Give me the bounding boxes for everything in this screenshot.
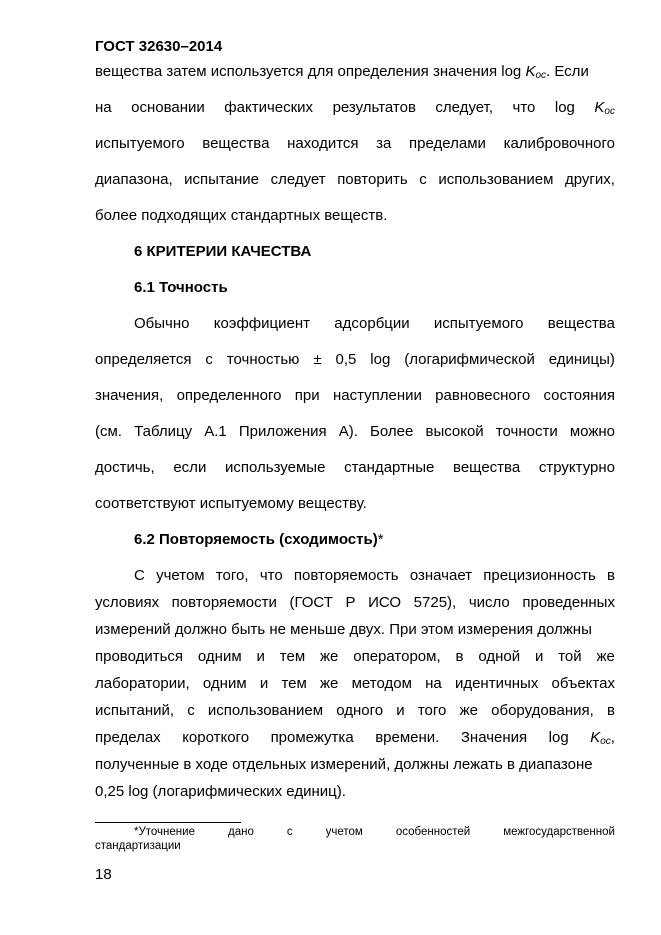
word: времени. — [375, 729, 440, 746]
paragraph-line: более подходящих стандартных веществ. — [95, 207, 388, 224]
word: точности — [495, 423, 558, 440]
word: с — [205, 351, 213, 368]
word: проводиться — [95, 648, 184, 665]
paragraph-line — [95, 62, 615, 82]
word: состояния — [543, 387, 615, 404]
word: за — [376, 135, 392, 152]
footnote-line — [134, 825, 615, 839]
word: на — [425, 675, 442, 692]
footnote-separator — [95, 822, 241, 823]
text-run: . Если — [546, 63, 589, 80]
section-heading: 6 КРИТЕРИИ КАЧЕСТВА — [134, 243, 312, 260]
word: межгосударственной — [503, 826, 615, 838]
footnote-line: стандартизации — [95, 840, 181, 852]
word: А). — [338, 423, 358, 440]
word: оборудования, — [491, 702, 594, 719]
word: же — [320, 675, 339, 692]
word: 0,5 — [335, 351, 357, 368]
word: повторяемость — [293, 567, 399, 584]
text-run: вещества затем используется для определения значения log — [95, 63, 526, 80]
word: использованием — [438, 171, 554, 188]
word: следует, — [435, 99, 493, 116]
word: log — [554, 99, 575, 116]
koc-group — [594, 98, 615, 118]
text-run: , — [610, 729, 615, 746]
word: повторить — [337, 171, 408, 188]
word: (ГОСТ — [289, 594, 333, 611]
paragraph-line — [95, 647, 615, 667]
word: и — [259, 675, 269, 692]
word: А.1 — [204, 423, 227, 440]
word: в — [607, 567, 615, 584]
paragraph-line — [95, 170, 615, 190]
document-header: ГОСТ 32630–2014 — [95, 38, 223, 55]
word: в — [455, 648, 464, 665]
word: учетом — [156, 567, 205, 584]
word: диапазона, — [95, 171, 173, 188]
word: значения, — [95, 387, 164, 404]
paragraph-line — [134, 314, 615, 334]
word: Более — [370, 423, 414, 440]
word: и — [534, 648, 544, 665]
word: же — [320, 648, 339, 665]
word: Обычно — [134, 315, 190, 332]
koc-symbol: K — [590, 729, 601, 746]
word: используемые — [225, 459, 326, 476]
paragraph-line — [95, 98, 615, 118]
word: ИСО — [368, 594, 402, 611]
word: одного — [336, 702, 384, 719]
word: определенного — [176, 387, 282, 404]
word: коэффициент — [213, 315, 310, 332]
word: одним — [197, 648, 242, 665]
word: С — [134, 567, 145, 584]
word: достичь, — [95, 459, 155, 476]
word: в — [606, 702, 615, 719]
word: результатов — [332, 99, 416, 116]
word: (логарифмической — [404, 351, 535, 368]
paragraph-line — [95, 458, 615, 478]
word: означает — [409, 567, 473, 584]
word: дано — [228, 826, 254, 838]
paragraph-line — [134, 566, 615, 586]
word: прецизионность — [483, 567, 596, 584]
word: стандартные — [344, 459, 435, 476]
word: следует — [270, 171, 326, 188]
word: Таблицу — [134, 423, 193, 440]
word: той — [558, 648, 582, 665]
koc-symbol: K — [525, 63, 536, 80]
paragraph-line — [95, 134, 615, 154]
koc-group — [590, 728, 615, 748]
paragraph-line — [95, 593, 615, 613]
word: тем — [281, 675, 307, 692]
word: Р — [345, 594, 356, 611]
subsection-title: 6.2 Повторяемость (сходимость) — [134, 531, 378, 548]
word: (см. — [95, 423, 122, 440]
word: проведенных — [522, 594, 615, 611]
footnote-mark: * — [377, 531, 384, 548]
word: особенностей — [395, 826, 471, 838]
paragraph-line — [95, 674, 615, 694]
word: при — [294, 387, 320, 404]
word: других, — [564, 171, 615, 188]
word: оператором, — [353, 648, 441, 665]
word: фактических — [224, 99, 314, 116]
koc-subscript: oc — [604, 106, 615, 117]
word: находится — [287, 135, 359, 152]
word: определяется — [95, 351, 192, 368]
word: единицы) — [548, 351, 615, 368]
koc-subscript: oc — [600, 736, 611, 747]
word: ± — [313, 351, 322, 368]
word: одной — [478, 648, 521, 665]
koc-subscript: oc — [535, 70, 547, 81]
paragraph-line — [95, 422, 615, 442]
word: испытание — [184, 171, 260, 188]
word: повторяемости — [171, 594, 277, 611]
word: одним — [202, 675, 247, 692]
paragraph-line — [95, 728, 615, 748]
word: с — [286, 826, 293, 838]
word: наступлении — [332, 387, 422, 404]
word: идентичных — [454, 675, 539, 692]
word: структурно — [538, 459, 615, 476]
word: если — [173, 459, 207, 476]
word: Приложения — [238, 423, 327, 440]
word: с — [419, 171, 427, 188]
word: пределах — [95, 729, 161, 746]
word: можно — [569, 423, 615, 440]
subsection-heading: 6.1 Точность — [134, 279, 228, 296]
word: вещества — [202, 135, 270, 152]
paragraph-line: измерений должно быть не меньше двух. При этом измерения должны — [95, 621, 592, 638]
word: того, — [215, 567, 249, 584]
paragraph-line: 0,25 log (логарифмических единиц). — [95, 783, 346, 800]
word: калибровочного — [503, 135, 615, 152]
page-number: 18 — [95, 866, 112, 883]
word: основании — [131, 99, 205, 116]
paragraph-line — [95, 350, 615, 370]
word: испытуемого — [433, 315, 524, 332]
word: адсорбции — [334, 315, 410, 332]
word: условиях — [95, 594, 160, 611]
word: и — [256, 648, 265, 665]
word: что — [512, 99, 536, 116]
word: число — [468, 594, 510, 611]
word: же — [459, 702, 478, 719]
word: log — [548, 729, 569, 746]
word: пределами — [409, 135, 486, 152]
koc-symbol: K — [594, 99, 605, 116]
word: равновесного — [435, 387, 531, 404]
word: что — [259, 567, 283, 584]
word: короткого — [182, 729, 250, 746]
word: и — [396, 702, 405, 719]
word: тем — [279, 648, 306, 665]
paragraph-line: полученные в ходе отдельных измерений, должны лежать в диапазоне — [95, 756, 593, 773]
word: испытаний, — [95, 702, 175, 719]
word: же — [596, 648, 615, 665]
word: того — [417, 702, 447, 719]
word: Значения — [460, 729, 528, 746]
word: использованием — [207, 702, 324, 719]
subsection-heading — [134, 530, 615, 550]
word: на — [95, 99, 112, 116]
word: 5725), — [413, 594, 457, 611]
word: *Уточнение — [134, 826, 195, 838]
paragraph-line — [95, 386, 615, 406]
word: точностью — [226, 351, 300, 368]
word: с — [187, 702, 195, 719]
word: учетом — [325, 826, 363, 838]
paragraph-line — [95, 701, 615, 721]
word: промежутка — [270, 729, 354, 746]
paragraph-line: соответствуют испытуемому веществу. — [95, 495, 367, 512]
word: вещества — [547, 315, 615, 332]
word: вещества — [453, 459, 521, 476]
word: объектах — [551, 675, 615, 692]
word: log — [370, 351, 391, 368]
word: испытуемого — [95, 135, 185, 152]
word: методом — [351, 675, 412, 692]
word: высокой — [425, 423, 484, 440]
word: лаборатории, — [95, 675, 190, 692]
